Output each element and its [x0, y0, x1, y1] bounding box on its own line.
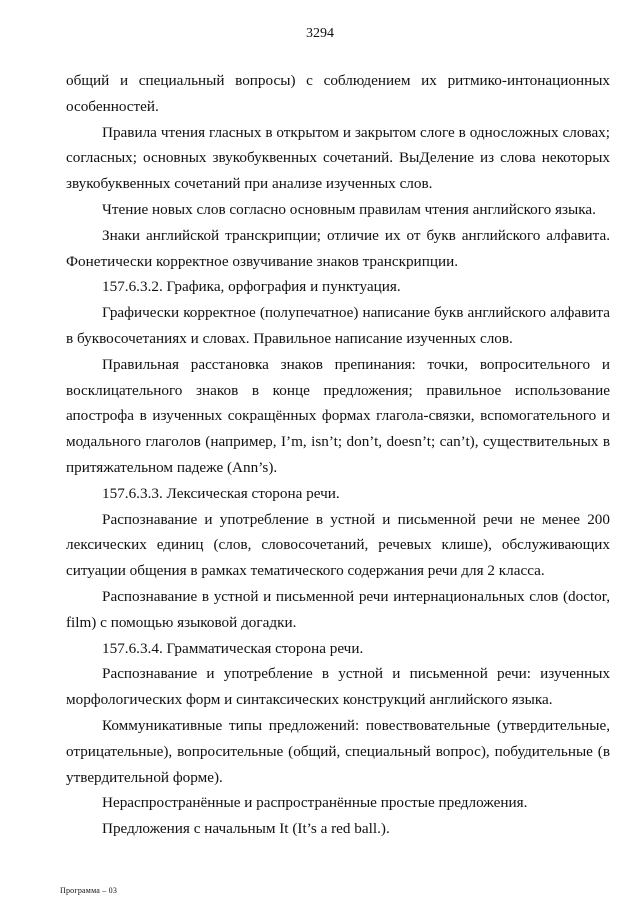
section-heading: 157.6.3.2. Графика, орфография и пунктуация.	[102, 278, 401, 296]
paragraph: Распознавание и употребление в устной и письменной речи: изученных морфологических форм и синтаксических конструкций английского языка.	[66, 665, 610, 709]
paragraph: Правильная расстановка знаков препинания: точки, вопросительного и восклицательного знаков в конце предложения; правильное использование апострофа в изученных сокращённых формах глагола-связки, вспомогательного и модального глаголов (например, I’m, isn’t; don’t, doesn’t; can’t), существительных в притяжательном падеже (Ann’s).	[66, 355, 610, 476]
paragraph: Распознавание и употребление в устной и письменной речи не менее 200 лексических единиц (слов, словосочетаний, речевых клише), обслуживающих ситуации общения в рамках тематического содержания речи для 2 класса.	[66, 510, 610, 580]
paragraph: Графически корректное (полупечатное) написание букв английского алфавита в буквосочетаниях и словах. Правильное написание изученных слов.	[66, 304, 610, 347]
paragraph: Распознавание в устной и письменной речи интернациональных слов (doctor, film) с помощью языковой догадки.	[66, 587, 610, 631]
page-number: 3294	[306, 26, 334, 41]
section-heading: 157.6.3.3. Лексическая сторона речи.	[102, 484, 340, 502]
section-heading: 157.6.3.4. Грамматическая сторона речи.	[102, 639, 364, 657]
paragraph: Правила чтения гласных в открытом и закрытом слоге в односложных словах; согласных; основных звукобуквенных сочетаний. ВыДеление из слова некоторых звукобуквенных сочетаний при анализе изученных слов.	[66, 123, 610, 193]
paragraph: Коммуникативные типы предложений: повествовательные (утвердительные, отрицательные), вопросительные (общий, специальный вопрос), побудительные (в утвердительной форме).	[66, 716, 610, 786]
document-body	[66, 68, 610, 842]
paragraph: Чтение новых слов согласно основным правилам чтения английского языка.	[102, 200, 596, 218]
footer-label: Программа – 03	[60, 886, 118, 895]
paragraph: Нераспространённые и распространённые простые предложения.	[102, 794, 528, 812]
paragraph: Предложения с начальным It (It’s a red ball.).	[102, 820, 390, 838]
paragraph: Знаки английской транскрипции; отличие их от букв английского алфавита. Фонетически корректное озвучивание знаков транскрипции.	[66, 226, 610, 270]
paragraph: общий и специальный вопросы) с соблюдением их ритмико-интонационных особенностей.	[66, 72, 610, 115]
